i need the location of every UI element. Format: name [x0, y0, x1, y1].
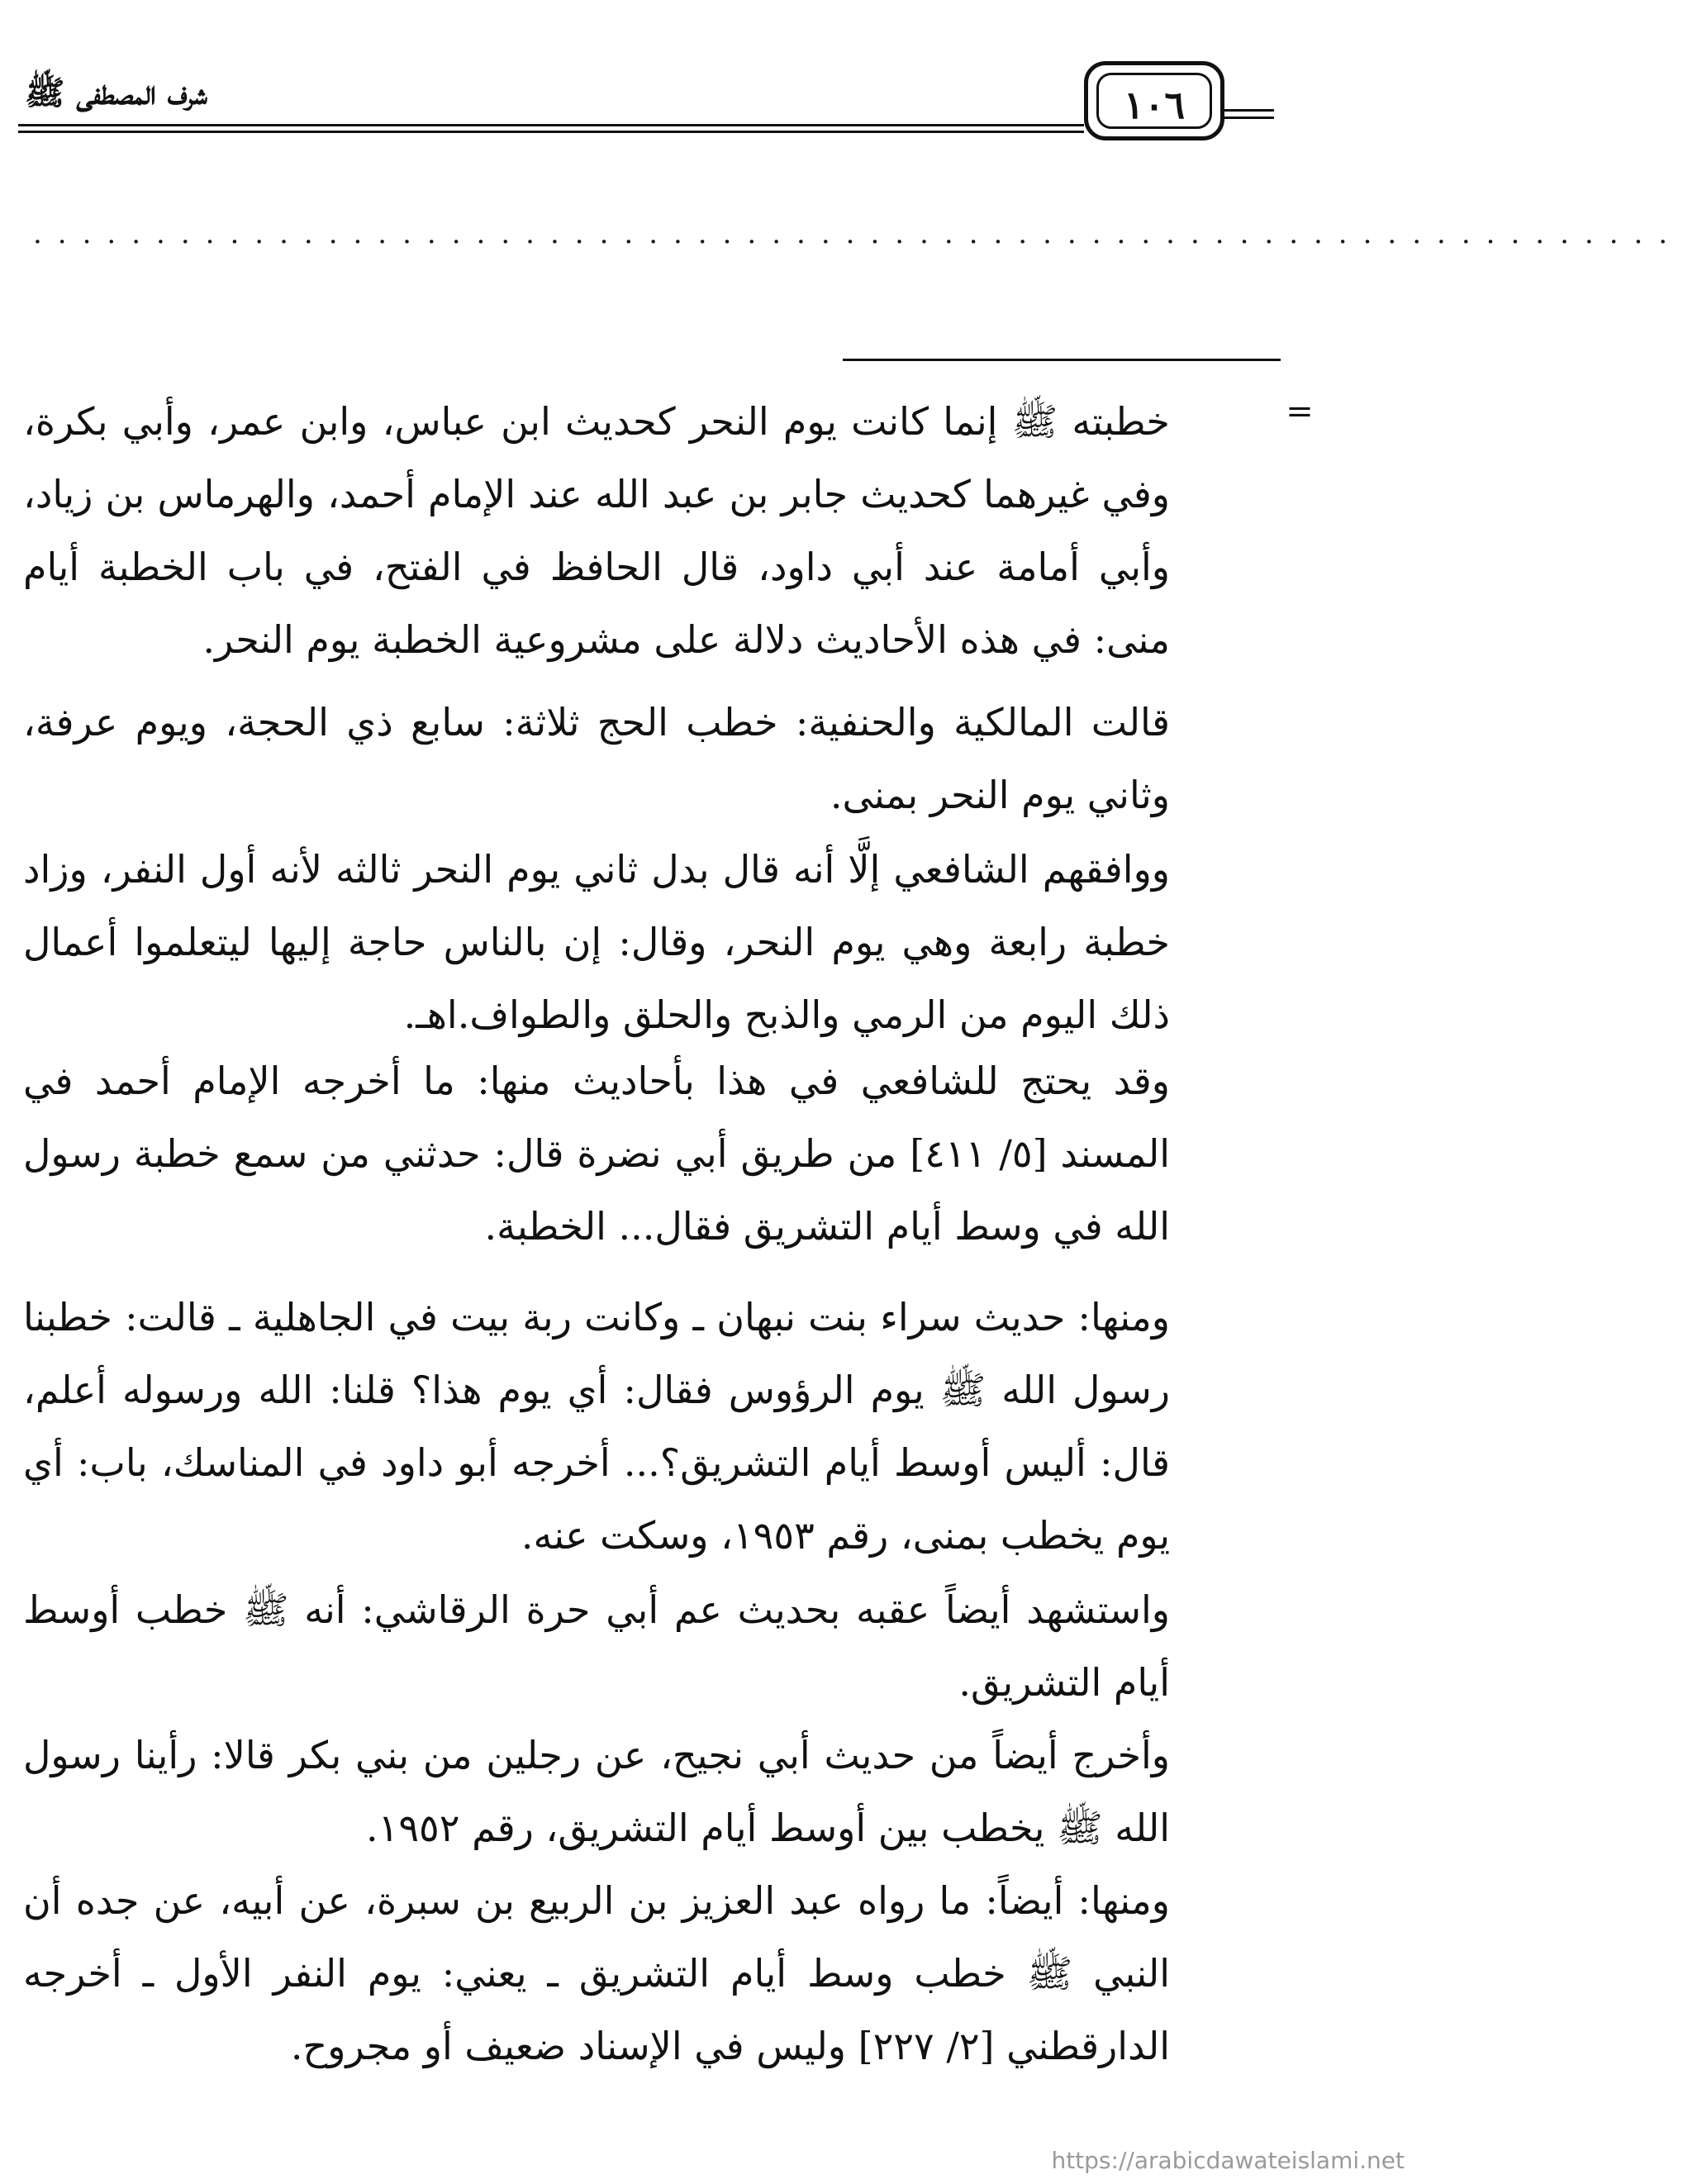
footnote-paragraph: ومنها: أيضاً: ما رواه عبد العزيز بن الربيع بن سبرة، عن أبيه، عن جده أن النبي ﷺ خطب وسط أيام التشريق ـ يعني: يوم النفر الأول ـ أخرجه الدارقطني [٢/ ٢٢٧] وليس في الإسناد ضعيف أو مجروح. — [23, 1878, 1170, 2068]
footnote-paragraph: ووافقهم الشافعي إلَّا أنه قال بدل ثاني يوم النحر ثالثه لأنه أول النفر، وزاد خطبة رابعة وهي يوم النحر، وقال: إن بالناس حاجة إليها ليتعلموا أعمال ذلك اليوم من الرمي والذبح والحلق والطواف.اهـ. — [23, 847, 1170, 1037]
header-rule-top — [18, 124, 1084, 126]
footnote-continuation-mark: = — [1286, 393, 1314, 431]
footnote-paragraph: واستشهد أيضاً عقبه بحديث عم أبي حرة الرقاشي: أنه ﷺ خطب أوسط أيام التشريق. — [23, 1587, 1170, 1705]
footnote-paragraph: خطبته ﷺ إنما كانت يوم النحر كحديث ابن عباس، وابن عمر، وأبي بكرة، وفي غيرهما كحديث جابر بن عبد الله عند الإمام أحمد، والهرماس بن زياد، وأبي أمامة عند أبي داود، قال الحافظ في الفتح، في باب الخطبة أيام منى: في هذه الأحاديث دلالة على مشروعية الخطبة يوم النحر. — [23, 399, 1170, 662]
page-number-frame — [1084, 61, 1224, 140]
footnote-paragraph: قالت المالكية والحنفية: خطب الحج ثلاثة: سابع ذي الحجة، ويوم عرفة، وثاني يوم النحر بمنى. — [23, 700, 1170, 817]
footnote-paragraph: وأخرج أيضاً من حديث أبي نجيح، عن رجلين من بني بكر قالا: رأينا رسول الله ﷺ يخطب بين أوسط أيام التشريق، رقم ١٩٥٢. — [23, 1733, 1170, 1850]
header-right-rule-bottom — [1224, 117, 1274, 119]
header-rule-bottom — [18, 131, 1084, 133]
footnote-paragraph: ومنها: حديث سراء بنت نبهان ـ وكانت ربة بيت في الجاهلية ـ قالت: خطبنا رسول الله ﷺ يوم الرؤوس فقال: أي يوم هذا؟ قلنا: الله ورسوله أعلم، قال: أليس أوسط أيام التشريق؟... أخرجه أبو داود في المناسك، باب: أي يوم يخطب بمنى، رقم ١٩٥٣، وسكت عنه. — [23, 1295, 1170, 1558]
dotted-separator: ................................................................... — [33, 217, 1683, 250]
page-number: ١٠٦ — [1123, 83, 1186, 127]
running-title: شرف المصطفى ﷺ — [25, 74, 207, 112]
footnote-paragraph: وقد يحتج للشافعي في هذا بأحاديث منها: ما أخرجه الإمام أحمد في المسند [٥/ ٤١١] من طريق أبي نضرة قال: حدثني من سمع خطبة رسول الله في وسط أيام التشريق فقال... الخطبة. — [23, 1059, 1171, 1249]
page-number-frame-inner — [1096, 73, 1212, 129]
footnote-rule — [843, 359, 1281, 361]
header-right-rule-top — [1224, 109, 1274, 112]
source-watermark: https://arabicdawateislami.net — [1051, 2147, 1405, 2174]
